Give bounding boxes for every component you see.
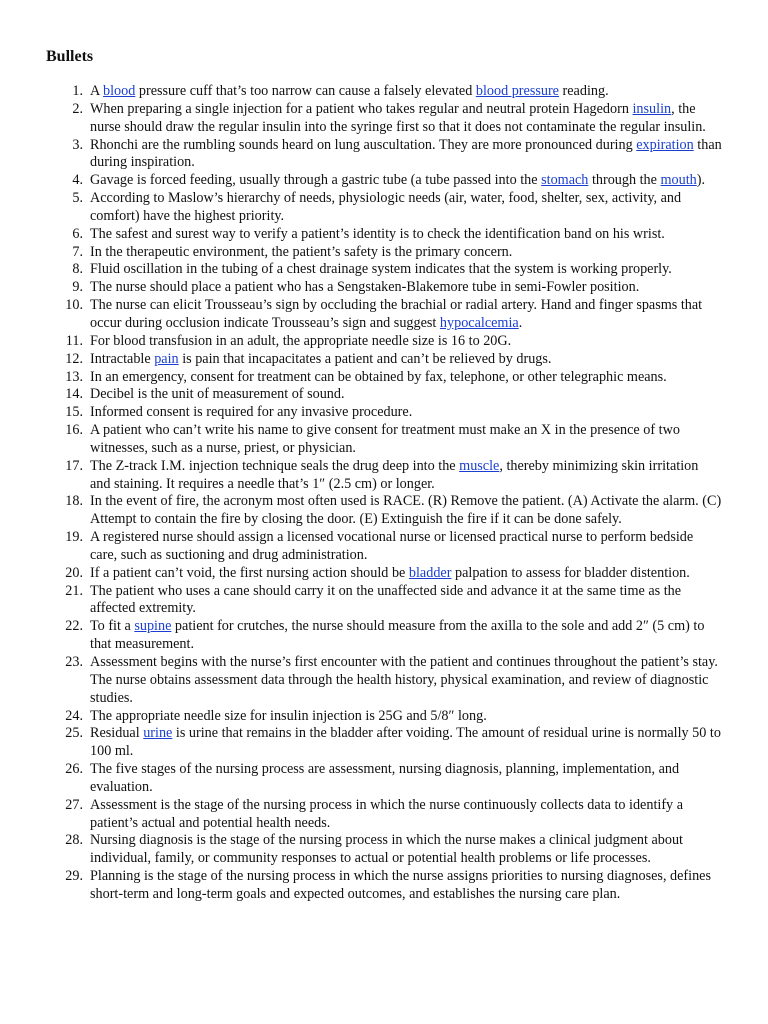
item-number: 15. [65, 404, 83, 421]
list-item [46, 618, 722, 654]
item-text [90, 190, 681, 224]
item-text [90, 493, 721, 527]
list-item [46, 868, 722, 904]
item-number: 4. [72, 172, 83, 189]
text-run: In the therapeutic environment, the patient’s safety is the primary concern. [90, 243, 513, 260]
item-text [90, 244, 512, 260]
text-run: Residual [90, 725, 144, 742]
term-link[interactable]: insulin [632, 100, 672, 117]
item-text [90, 369, 667, 385]
list-item [46, 565, 722, 583]
text-run: To fit a [90, 618, 135, 635]
item-text [90, 618, 704, 652]
text-run: Gavage is forced feeding, usually through a gastric tube (a tube passed into the [90, 172, 542, 189]
text-run: A patient who can’t write his name to give consent for treatment must make an X in the presence of two witnesses, such as a nurse, priest, or physician. [90, 422, 680, 456]
item-number: 6. [72, 225, 83, 242]
term-link[interactable]: blood pressure [475, 83, 559, 99]
term-link[interactable]: hypocalcemia [439, 314, 519, 331]
item-number: 13. [65, 368, 83, 385]
term-link[interactable]: muscle [459, 457, 500, 474]
item-number: 10. [65, 297, 83, 314]
item-number: 27. [65, 796, 83, 813]
item-number: 17. [65, 457, 83, 474]
text-run: pressure cuff that’s too narrow can cause a falsely elevated [135, 83, 476, 99]
text-run: than during inspiration. [90, 136, 722, 171]
text-run: is pain that incapacitates a patient and can’t be relieved by drugs. [178, 350, 552, 367]
list-item [46, 529, 722, 565]
text-run: Informed consent is required for any invasive procedure. [90, 404, 413, 421]
text-run: The patient who uses a cane should carry it on the unaffected side and advance it at the same time as the affected extremity. [90, 582, 682, 617]
text-run: The safest and surest way to verify a patient’s identity is to check the identification band on his wrist. [90, 225, 665, 242]
text-run: The Z-track I.M. injection technique seals the drug deep into the [90, 457, 460, 474]
item-text [90, 654, 718, 706]
text-run: through the [588, 172, 661, 189]
item-number: 25. [65, 725, 83, 742]
text-run: A registered nurse should assign a licensed vocational nurse or licensed practical nurse to perform bedside care, such as suctioning and drug administration. [90, 529, 694, 563]
item-number: 1. [72, 83, 83, 99]
item-text [90, 101, 706, 135]
item-text [90, 832, 683, 866]
item-number: 9. [72, 279, 83, 296]
item-number: 21. [65, 582, 83, 599]
list-item [46, 422, 722, 458]
text-run: The appropriate needle size for insulin injection is 25G and 5/8″ long. [90, 707, 487, 724]
text-run: ). [696, 172, 706, 189]
item-number: 23. [65, 654, 83, 670]
list-item [46, 654, 722, 708]
text-run: A [90, 83, 104, 99]
text-run: Fluid oscillation in the tubing of a chest drainage system indicates that the system is working properly. [90, 261, 672, 278]
text-run: When preparing a single injection for a patient who takes regular and neutral protein Hagedorn [90, 100, 633, 117]
item-text [90, 708, 487, 724]
list-item [46, 351, 722, 369]
list-item [46, 832, 722, 868]
page-heading: Bullets [46, 48, 94, 65]
list-item [46, 708, 722, 726]
item-text [90, 137, 722, 171]
item-text [90, 279, 639, 295]
item-number: 14. [65, 386, 83, 403]
item-number: 12. [65, 350, 83, 367]
term-link[interactable]: pain [154, 350, 179, 367]
text-run: If a patient can’t void, the first nursing action should be [90, 564, 409, 581]
item-number: 8. [72, 261, 83, 278]
text-run: Planning is the stage of the nursing process in which the nurse assigns priorities to nursing diagnoses, defines short-term and long-term goals and expected outcomes, and establishes the nursing care plan. [90, 868, 712, 902]
item-number: 18. [65, 493, 83, 510]
list-item [46, 404, 722, 422]
item-text [90, 725, 721, 759]
item-text [90, 83, 609, 99]
item-number: 29. [65, 868, 83, 885]
list-item [46, 583, 722, 619]
text-run: , the nurse should draw the regular insulin into the syringe first so that it does not contaminate the regular insulin. [90, 100, 706, 135]
list-item [46, 137, 722, 173]
item-number: 7. [72, 243, 83, 260]
item-number: 3. [72, 136, 83, 153]
item-text [90, 333, 511, 349]
text-run: In an emergency, consent for treatment can be obtained by fax, telephone, or other telegraphic means. [90, 368, 667, 385]
item-number: 19. [65, 529, 83, 546]
item-text [90, 386, 345, 402]
bullet-list [46, 83, 722, 904]
item-text [90, 565, 690, 581]
item-number: 2. [72, 100, 83, 117]
item-number: 11. [65, 332, 83, 349]
term-link[interactable]: blood [103, 83, 136, 99]
term-link[interactable]: bladder [408, 564, 452, 581]
text-run: Assessment begins with the nurse’s first encounter with the patient and continues throughout the patient’s stay. The nurse obtains assessment data through the health history, physical examination, and review of diagnostic studies. [90, 654, 718, 706]
list-item [46, 244, 722, 262]
item-text [90, 458, 698, 492]
text-run: According to Maslow’s hierarchy of needs, physiologic needs (air, water, food, shelter, sex, activity, and comfort) have the highest priority. [90, 190, 682, 224]
item-number: 16. [65, 422, 83, 439]
item-text [90, 297, 702, 331]
list-item [46, 386, 722, 404]
item-text [90, 351, 551, 367]
item-number: 24. [65, 707, 83, 724]
item-text [90, 422, 680, 456]
list-item [46, 83, 722, 101]
text-run: Nursing diagnosis is the stage of the nursing process in which the nurse makes a clinical judgment about individual, family, or community responses to actual or potential health problems or life processes. [90, 832, 683, 867]
list-item [46, 297, 722, 333]
term-link[interactable]: urine [143, 725, 173, 742]
item-text [90, 761, 679, 795]
item-text [90, 797, 683, 831]
list-item [46, 226, 722, 244]
text-run: The five stages of the nursing process are assessment, nursing diagnosis, planning, implementation, and evaluation. [90, 761, 680, 795]
list-item [46, 797, 722, 833]
term-link[interactable]: mouth [660, 172, 697, 189]
text-run: . [518, 314, 523, 331]
text-run: reading. [558, 83, 609, 99]
list-item [46, 101, 722, 137]
item-number: 26. [65, 761, 83, 778]
list-item [46, 725, 722, 761]
item-text [90, 226, 665, 242]
item-text [90, 261, 672, 277]
term-link[interactable]: supine [134, 618, 172, 635]
text-run: For blood transfusion in an adult, the appropriate needle size is 16 to 20G. [90, 332, 512, 349]
text-run: The nurse should place a patient who has a Sengstaken-Blakemore tube in semi-Fowler position. [90, 279, 640, 296]
item-number: 28. [65, 832, 83, 849]
list-item [46, 761, 722, 797]
item-number: 5. [72, 190, 83, 207]
text-run: patient for crutches, the nurse should measure from the axilla to the sole and add 2″ (5 cm) to that measurement. [90, 618, 705, 653]
text-run: Intractable [90, 350, 155, 367]
term-link[interactable]: stomach [541, 172, 589, 189]
item-text [90, 583, 681, 617]
text-run: Rhonchi are the rumbling sounds heard on lung auscultation. They are more pronounced during [90, 136, 637, 153]
list-item [46, 261, 722, 279]
list-item [46, 279, 722, 297]
item-text [90, 868, 711, 902]
text-run: The nurse can elicit Trousseau’s sign by occluding the brachial or radial artery. Hand and finger spasms that occur during occlusion indicate Trousseau’s sign and suggest [90, 297, 703, 331]
term-link[interactable]: expiration [636, 136, 694, 153]
list-item [46, 333, 722, 351]
item-text [90, 529, 693, 563]
text-run: , thereby minimizing skin irritation and staining. It requires a needle that’s 1″ (2.5 cm) or longer. [90, 457, 699, 492]
list-item [46, 493, 722, 529]
list-item [46, 369, 722, 387]
list-item [46, 458, 722, 494]
text-run: In the event of fire, the acronym most often used is RACE. (R) Remove the patient. (A) Activate the alarm. (C) Attempt to contain the fire by closing the door. (E) Extinguish the fire if it can be done safely. [90, 493, 722, 528]
text-run: Assessment is the stage of the nursing process in which the nurse continuously collects data to identify a patient’s actual and potential health needs. [90, 796, 683, 831]
item-number: 22. [65, 618, 83, 635]
text-run: is urine that remains in the bladder after voiding. The amount of residual urine is normally 50 to 100 ml. [90, 725, 721, 760]
item-number: 20. [65, 564, 83, 581]
list-item [46, 190, 722, 226]
item-text [90, 404, 412, 420]
text-run: palpation to assess for bladder distention. [451, 564, 690, 581]
text-run: Decibel is the unit of measurement of sound. [90, 386, 345, 403]
item-text [90, 172, 705, 188]
list-item [46, 172, 722, 190]
